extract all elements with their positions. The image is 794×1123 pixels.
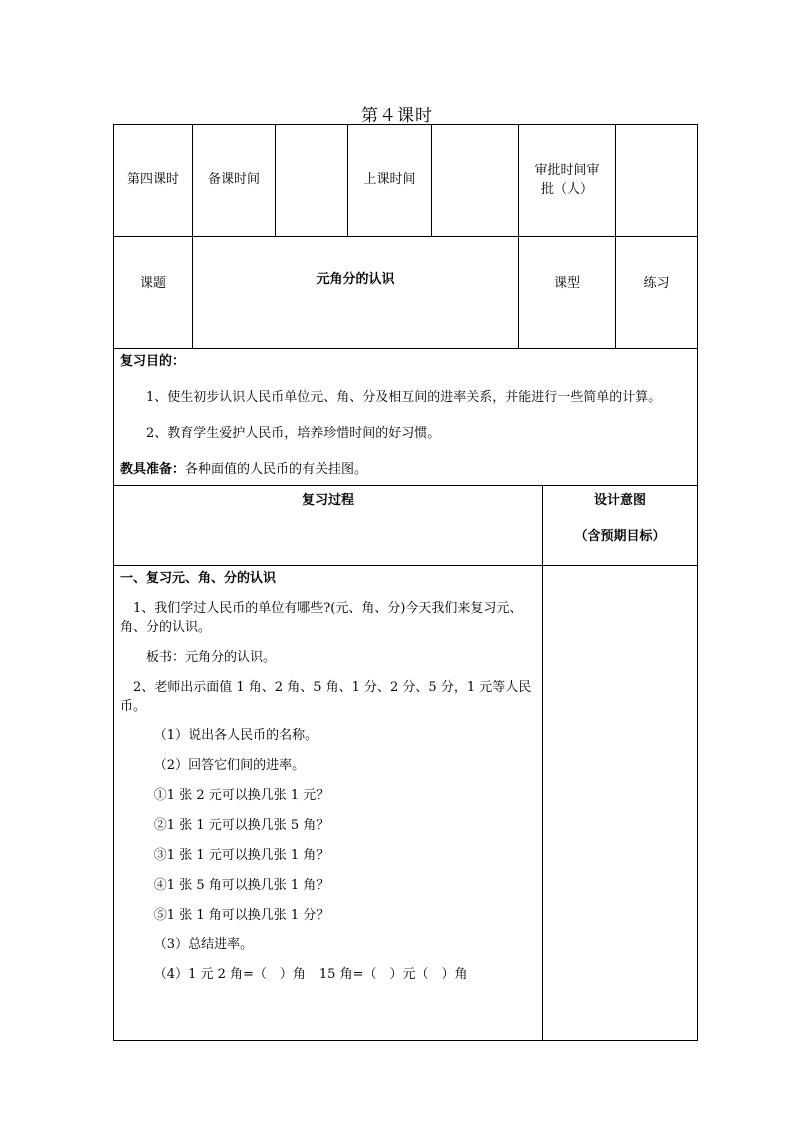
process-line: 板书：元角分的认识。 (146, 649, 277, 665)
process-content (114, 566, 543, 1041)
page-title: 第４课时 (361, 106, 433, 126)
prep-time-label: 备课时间 (193, 125, 276, 237)
process-line: （1）说出各人民币的名称。 (153, 728, 319, 744)
section-title: 一、复习元、角、分的认识 (120, 571, 277, 587)
tools-label: 教具准备： (120, 461, 186, 477)
lesson-plan-table (113, 124, 698, 1041)
process-line: ④1 张 5 角可以换几张 1 角？ (153, 877, 330, 893)
topic-label: 课题 (114, 237, 193, 349)
lesson-number-cell: 第四课时 (114, 125, 193, 237)
type-value: 练习 (616, 237, 698, 349)
process-line: ②1 张 1 元可以换几张 5 角？ (153, 817, 330, 833)
process-line: ①1 张 2 元可以换几张 1 元？ (153, 788, 330, 804)
approve-label: 审批时间审批（人） (519, 125, 616, 237)
tools-value: 各种面值的人民币的有关挂图。 (185, 461, 368, 477)
goals-heading: 复习目的： (120, 354, 186, 369)
process-body-row (114, 566, 698, 1041)
topic-row (114, 237, 698, 349)
process-line: ⑤1 张 1 角可以换几张 1 分？ (153, 907, 330, 923)
goals-cell (114, 349, 698, 486)
intent-heading-cell (543, 486, 698, 566)
class-time-label: 上课时间 (348, 125, 432, 237)
goal-item: 1、使生初步认识人民币单位元、角、分及相互间的进率关系，并能进行一些简单的计算。 (146, 389, 662, 405)
process-heading: 复习过程 (114, 486, 543, 566)
design-intent-cell[interactable] (543, 566, 698, 1041)
header-row (114, 125, 698, 237)
prep-time-value[interactable] (276, 125, 348, 237)
goal-item: 2、教育学生爱护人民币，培养珍惜时间的好习惯。 (146, 425, 441, 441)
process-header-row (114, 486, 698, 566)
process-line: 1、我们学过人民币的单位有哪些?(元、角、分)今天我们来复习元、角、分的认识。 (120, 601, 523, 636)
topic-value: 元角分的认识 (193, 237, 519, 349)
class-time-value[interactable] (432, 125, 519, 237)
process-line: 2、老师出示面值 1 角、2 角、5 角、1 分、2 分、5 分，1 元等人民币。 (120, 679, 532, 714)
goals-row (114, 349, 698, 486)
process-line: ③1 张 1 元可以换几张 1 角？ (153, 847, 330, 863)
intent-heading: 设计意图 (594, 493, 647, 509)
intent-subheading: （含预期目标） (574, 529, 666, 545)
type-label: 课型 (519, 237, 616, 349)
approve-value[interactable] (616, 125, 698, 237)
process-line: （2）回答它们间的进率。 (153, 758, 306, 774)
tools-line (120, 461, 691, 480)
process-line: （4）1 元 2 角=（ ）角 15 角=（ ）元（ ）角 (153, 967, 468, 983)
process-line: （3）总结进率。 (153, 937, 254, 953)
